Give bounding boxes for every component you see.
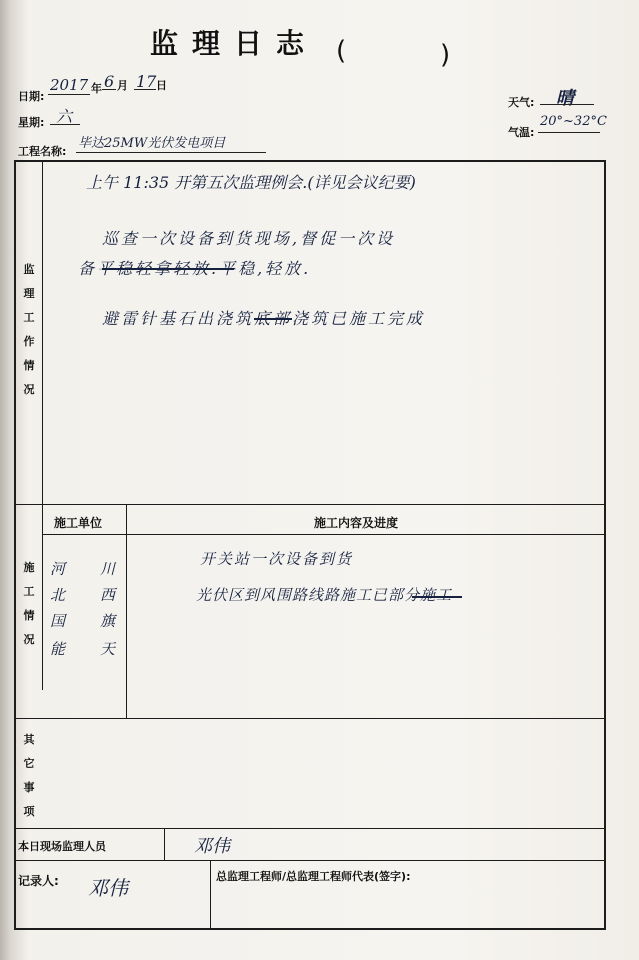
- title-paren-close: ): [440, 40, 451, 70]
- weather-value: 晴: [556, 88, 574, 109]
- other-bottom-line: [14, 828, 606, 829]
- chief-engineer-sign-label: 总监理工程师/总监理工程师代表(签字):: [216, 870, 411, 883]
- supervision-entry-2: 巡查一次设备到货现场,督促一次设: [102, 229, 396, 248]
- title-paren-open: (: [336, 36, 347, 66]
- weather-underline: [540, 104, 594, 105]
- project-value: 毕达25MW光伏发电项目: [78, 136, 226, 151]
- day-char: 日: [156, 79, 167, 92]
- staff-label: 本日现场监理人员: [18, 840, 106, 853]
- strikethrough-mark-2: [254, 318, 292, 320]
- unit-char: 北: [50, 586, 66, 604]
- temp-label: 气温:: [508, 126, 535, 139]
- project-label: 工程名称:: [18, 145, 67, 158]
- label-column-divider: [42, 160, 43, 690]
- unit-char: 川: [100, 560, 116, 578]
- date-month-underline: [102, 89, 116, 90]
- weather-label: 天气:: [508, 96, 535, 109]
- staff-bottom-line: [14, 860, 606, 861]
- log-table: [14, 160, 606, 930]
- unit-char: 国: [50, 612, 66, 630]
- construction-entry-2: 光伏区到风围路线路施工已部分施工: [196, 586, 453, 604]
- temp-value: 20°~32°C: [540, 114, 607, 129]
- staff-divider: [164, 828, 165, 860]
- date-day-underline: [134, 89, 156, 90]
- recorder-label: 记录人:: [18, 874, 59, 888]
- other-section-label: 其它事项: [23, 733, 35, 818]
- unit-char: 河: [50, 560, 66, 578]
- strikethrough-mark-3: [412, 596, 462, 598]
- unit-char: 能: [50, 640, 66, 658]
- unit-column-divider: [126, 504, 127, 718]
- date-month: 6: [104, 72, 115, 91]
- construction-section-label: 施工情况: [23, 561, 35, 646]
- unit-char: 旗: [100, 612, 116, 630]
- supervision-bottom-line: [14, 504, 606, 505]
- supervision-entry-4: 避雷针基石出浇筑底部浇筑已施工完成: [102, 309, 426, 328]
- date-year-underline: [48, 94, 90, 95]
- temp-underline: [538, 132, 600, 133]
- grid-bottom-border: [14, 928, 606, 930]
- construction-bottom-line: [14, 718, 606, 719]
- grid-left-border: [14, 160, 16, 930]
- grid-right-border: [604, 160, 606, 930]
- supervision-section-label: 监理工作情况: [23, 263, 35, 396]
- grid-top-border: [14, 160, 606, 162]
- weekday-underline: [50, 124, 80, 125]
- strikethrough-mark-1: [102, 268, 234, 270]
- weekday-value: 六: [56, 107, 73, 126]
- date-day: 17: [136, 72, 157, 91]
- date-year: 2017: [50, 76, 89, 94]
- unit-char: 西: [100, 586, 116, 604]
- content-column-header: 施工内容及进度: [314, 516, 399, 530]
- weekday-label: 星期:: [18, 116, 45, 129]
- recorder-divider: [210, 860, 211, 928]
- staff-signature: 邓伟: [194, 836, 230, 857]
- supervision-entry-3: 备平稳轻拿轻放.平稳,轻放.: [78, 259, 312, 278]
- project-underline: [76, 152, 266, 153]
- date-label: 日期:: [18, 90, 45, 103]
- year-char: 年: [91, 82, 102, 95]
- supervision-entry-1: 上午 11:35 开第五次监理例会.(详见会议纪要): [86, 173, 416, 192]
- unit-column-header: 施工单位: [54, 516, 103, 530]
- construction-entry-1: 开关站一次设备到货: [200, 550, 354, 568]
- page-title: 监理日志: [150, 27, 319, 60]
- month-char: 月: [117, 79, 128, 92]
- unit-char: 天: [100, 640, 116, 658]
- recorder-signature: 邓伟: [88, 876, 128, 900]
